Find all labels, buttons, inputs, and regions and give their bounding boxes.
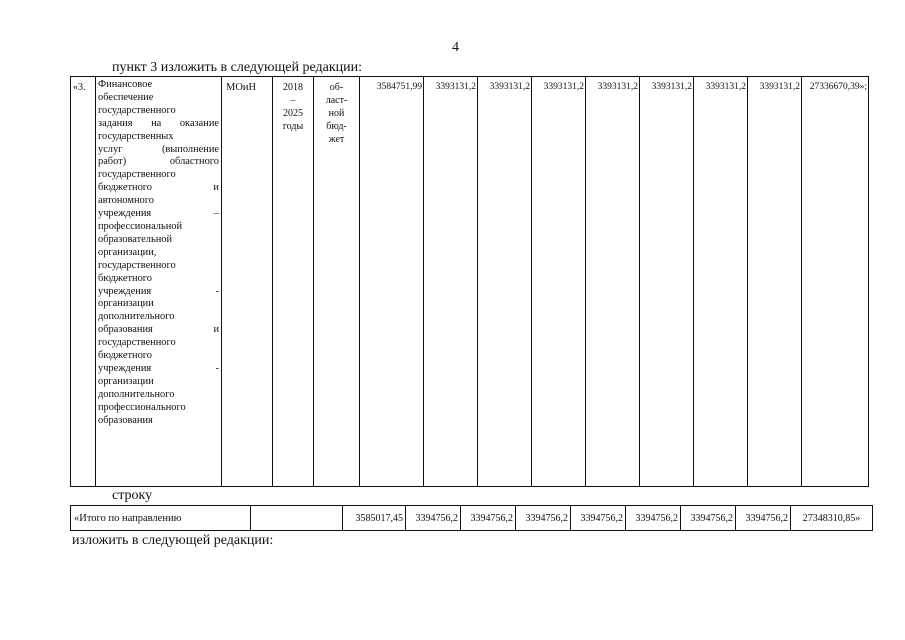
- value-cell: 3394756,2: [681, 506, 736, 531]
- value-cell: 3394756,2: [626, 506, 681, 531]
- description-line: организации,: [98, 246, 157, 258]
- description-line: бюджетного: [98, 350, 152, 362]
- intro-text: пункт 3 изложить в следующей редакции:: [112, 60, 362, 75]
- description-line: государственных: [98, 130, 174, 142]
- value-cell: 3394756,2: [406, 506, 461, 531]
- outro-text: изложить в следующей редакции:: [72, 533, 274, 548]
- description-line: услуг (выполнение: [98, 143, 219, 155]
- table-row: [71, 77, 869, 487]
- table-row: [71, 506, 873, 531]
- description-line: дополнительного: [98, 311, 175, 323]
- description-line: образования: [98, 414, 153, 426]
- description-line: бюджетного и: [98, 182, 219, 194]
- description-line: учреждения –: [98, 208, 219, 220]
- value-cell: 3394756,2: [461, 506, 516, 531]
- total-label: «Итого по направлению: [71, 506, 251, 531]
- value-cell: 3393131,2: [478, 77, 532, 487]
- row-description: [96, 77, 222, 487]
- description-line: учреждения -: [98, 362, 219, 374]
- value-cell: 3394756,2: [736, 506, 791, 531]
- value-cell: 3394756,2: [571, 506, 626, 531]
- program-table: [70, 76, 869, 487]
- description-line: государственного: [98, 337, 176, 349]
- description-line: обеспечение: [98, 91, 154, 103]
- description-line: организации: [98, 375, 154, 387]
- value-cell: 3394756,2: [516, 506, 571, 531]
- value-cell-total: 27336670,39»;: [802, 77, 869, 487]
- description-line: государственного: [98, 259, 176, 271]
- value-cell: 3393131,2: [424, 77, 478, 487]
- description-line: задания на оказание: [98, 117, 219, 129]
- value-cell: 3393131,2: [640, 77, 694, 487]
- value-cell: 3585017,45: [343, 506, 406, 531]
- description-line: государственного: [98, 169, 176, 181]
- description-line: профессионального: [98, 401, 186, 413]
- description-line: организации: [98, 298, 154, 310]
- value-cell: 3393131,2: [532, 77, 586, 487]
- description-line: образовательной: [98, 233, 173, 245]
- description-line: автономного: [98, 195, 154, 207]
- row-number: «3.: [71, 77, 96, 487]
- empty-cell: [251, 506, 343, 531]
- value-cell: 3393131,2: [694, 77, 748, 487]
- row-period: 2018 – 2025 годы: [273, 77, 314, 487]
- value-cell: 3584751,99: [360, 77, 424, 487]
- intro-text-2: строку: [112, 488, 153, 503]
- description-line: учреждения -: [98, 285, 219, 297]
- description-line: работ) областного: [98, 156, 219, 168]
- value-cell-total: 27348310,85»: [791, 506, 873, 531]
- page-number: 4: [452, 40, 459, 55]
- description-line: образования и: [98, 324, 219, 336]
- description-line: профессиональной: [98, 220, 183, 232]
- row-executor: МОиН: [222, 77, 273, 487]
- value-cell: 3393131,2: [586, 77, 640, 487]
- description-line: дополнительного: [98, 388, 175, 400]
- value-cell: 3393131,2: [748, 77, 802, 487]
- description-line: Финансовое: [98, 79, 153, 90]
- total-table: [70, 505, 873, 531]
- description-line: бюджетного: [98, 272, 152, 284]
- description-line: государственного: [98, 104, 176, 116]
- row-source: об- ласт- ной бюд- жет: [314, 77, 360, 487]
